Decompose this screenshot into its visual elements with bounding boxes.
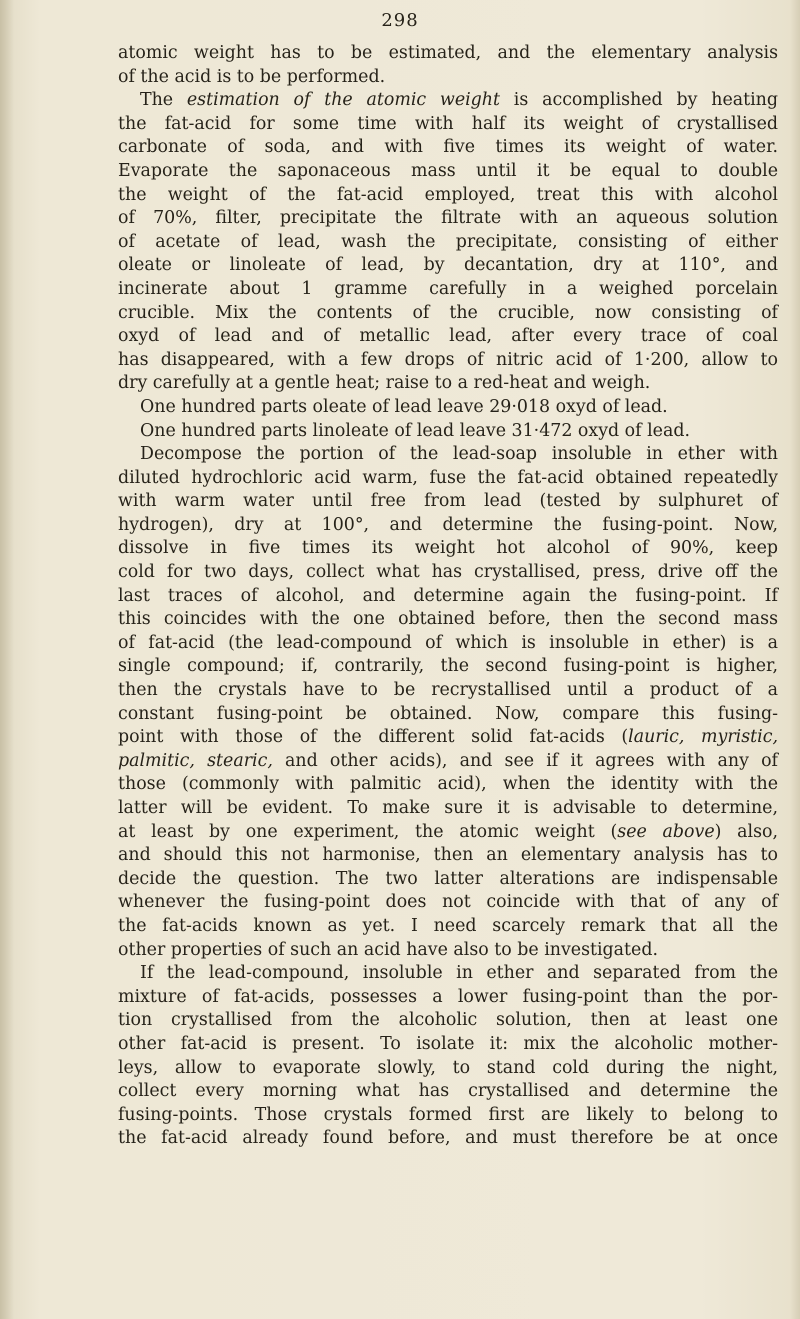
text-line: whenever the fusing-point does not coincide with that of any of: [118, 892, 778, 913]
text-line: decide the question. The two latter alterations are indispensable: [118, 868, 778, 889]
text-line: [118, 726, 778, 750]
text-line: [118, 821, 778, 845]
text-line: those (commonly with palmitic acid), when the identity with the: [118, 774, 778, 795]
italic-term: lauric, myristic,: [628, 727, 778, 748]
text-line: crucible. Mix the contents of the crucible, now consisting of: [118, 302, 778, 323]
body-text: [118, 42, 778, 1151]
text-line: the fat-acids known as yet. I need scarcely remark that all the: [118, 915, 778, 936]
text-line: cold for two days, collect what has crystallised, press, drive off the: [118, 562, 778, 583]
text-line: constant fusing-point be obtained. Now, compare this fusing-: [118, 703, 778, 724]
text-line: atomic weight has to be estimated, and the elementary analysis: [118, 43, 778, 63]
text-line: [118, 750, 778, 774]
page-number: 298: [381, 10, 419, 31]
text-line: the weight of the fat-acid employed, treat this with alcohol: [118, 184, 778, 205]
text-line: carbonate of soda, and with five times its weight of water.: [118, 137, 778, 158]
text-line: other properties of such an acid have also to be investigated.: [118, 939, 658, 960]
text-line: If the lead-compound, insoluble in ether and separated from the: [140, 963, 778, 984]
text-segment: at least by one experiment, the atomic weight (: [118, 821, 618, 842]
text-line: Decompose the portion of the lead-soap insoluble in ether with: [140, 444, 778, 465]
italic-term: see above: [617, 821, 715, 842]
page-edge-shadow: [790, 0, 800, 1319]
text-line: collect every morning what has crystallised and determine the: [118, 1081, 778, 1102]
text-segment: ) also,: [714, 821, 779, 842]
text-segment: point with those of the different solid fat-acids (: [118, 727, 629, 748]
text-line: Evaporate the saponaceous mass until it be equal to double: [118, 160, 778, 181]
text-segment: and other acids), and see if it agrees with any of: [272, 750, 778, 771]
text-line: other fat-acid is present. To isolate it: mix the alcoholic mother-: [118, 1033, 778, 1054]
text-line: the fat-acid already found before, and must therefore be at once: [118, 1128, 778, 1149]
text-line: of 70%, filter, precipitate the filtrate with an aqueous solution: [118, 208, 778, 229]
text-line: the fat-acid for some time with half its weight of crystallised: [118, 113, 778, 134]
text-segment: The: [140, 90, 187, 111]
italic-term: estimation of the atomic weight: [186, 90, 500, 111]
text-segment: is accomplished by heating: [500, 90, 778, 111]
text-line: and should this not harmonise, then an elementary analysis has to: [118, 845, 778, 866]
text-line: leys, allow to evaporate slowly, to stand cold during the night,: [118, 1057, 778, 1078]
text-line: with warm water until free from lead (tested by sulphuret of: [118, 491, 778, 512]
text-line: fusing-points. Those crystals formed first are likely to belong to: [118, 1104, 778, 1125]
text-line: dry carefully at a gentle heat; raise to a red-heat and weigh.: [118, 373, 651, 394]
text-line: One hundred parts oleate of lead leave 29·018 oxyd of lead.: [140, 396, 668, 417]
text-line: latter will be evident. To make sure it is advisable to determine,: [118, 798, 778, 818]
text-line: has disappeared, with a few drops of nitric acid of 1·200, allow to: [118, 349, 778, 370]
italic-term: palmitic, stearic,: [118, 750, 273, 771]
text-line: oleate or linoleate of lead, by decantation, dry at 110°, and: [118, 255, 778, 276]
text-line: oxyd of lead and of metallic lead, after every trace of coal: [118, 326, 778, 347]
text-line: of acetate of lead, wash the precipitate, consisting of either: [118, 231, 778, 252]
text-line: hydrogen), dry at 100°, and determine the fusing-point. Now,: [118, 514, 778, 535]
text-line: single compound; if, contrarily, the second fusing-point is higher,: [118, 656, 778, 677]
text-line: of fat-acid (the lead-compound of which is insoluble in ether) is a: [118, 632, 778, 653]
text-line: mixture of fat-acids, possesses a lower fusing-point than the por-: [118, 986, 778, 1007]
text-line: diluted hydrochloric acid warm, fuse the fat-acid obtained repeatedly: [118, 467, 778, 488]
text-line: One hundred parts linoleate of lead leave 31·472 oxyd of lead.: [140, 420, 690, 441]
binding-shadow: [0, 0, 14, 1319]
text-line: this coincides with the one obtained before, then the second mass: [118, 609, 778, 630]
text-line: dissolve in five times its weight hot alcohol of 90%, keep: [118, 538, 778, 559]
text-line: tion crystallised from the alcoholic solution, then at least one: [118, 1010, 778, 1031]
text-line: incinerate about 1 gramme carefully in a weighed porcelain: [118, 278, 778, 299]
text-line: then the crystals have to be recrystallised until a product of a: [118, 680, 778, 701]
text-line: [118, 89, 778, 113]
text-line: of the acid is to be performed.: [118, 66, 386, 87]
text-line: last traces of alcohol, and determine again the fusing-point. If: [118, 585, 778, 606]
